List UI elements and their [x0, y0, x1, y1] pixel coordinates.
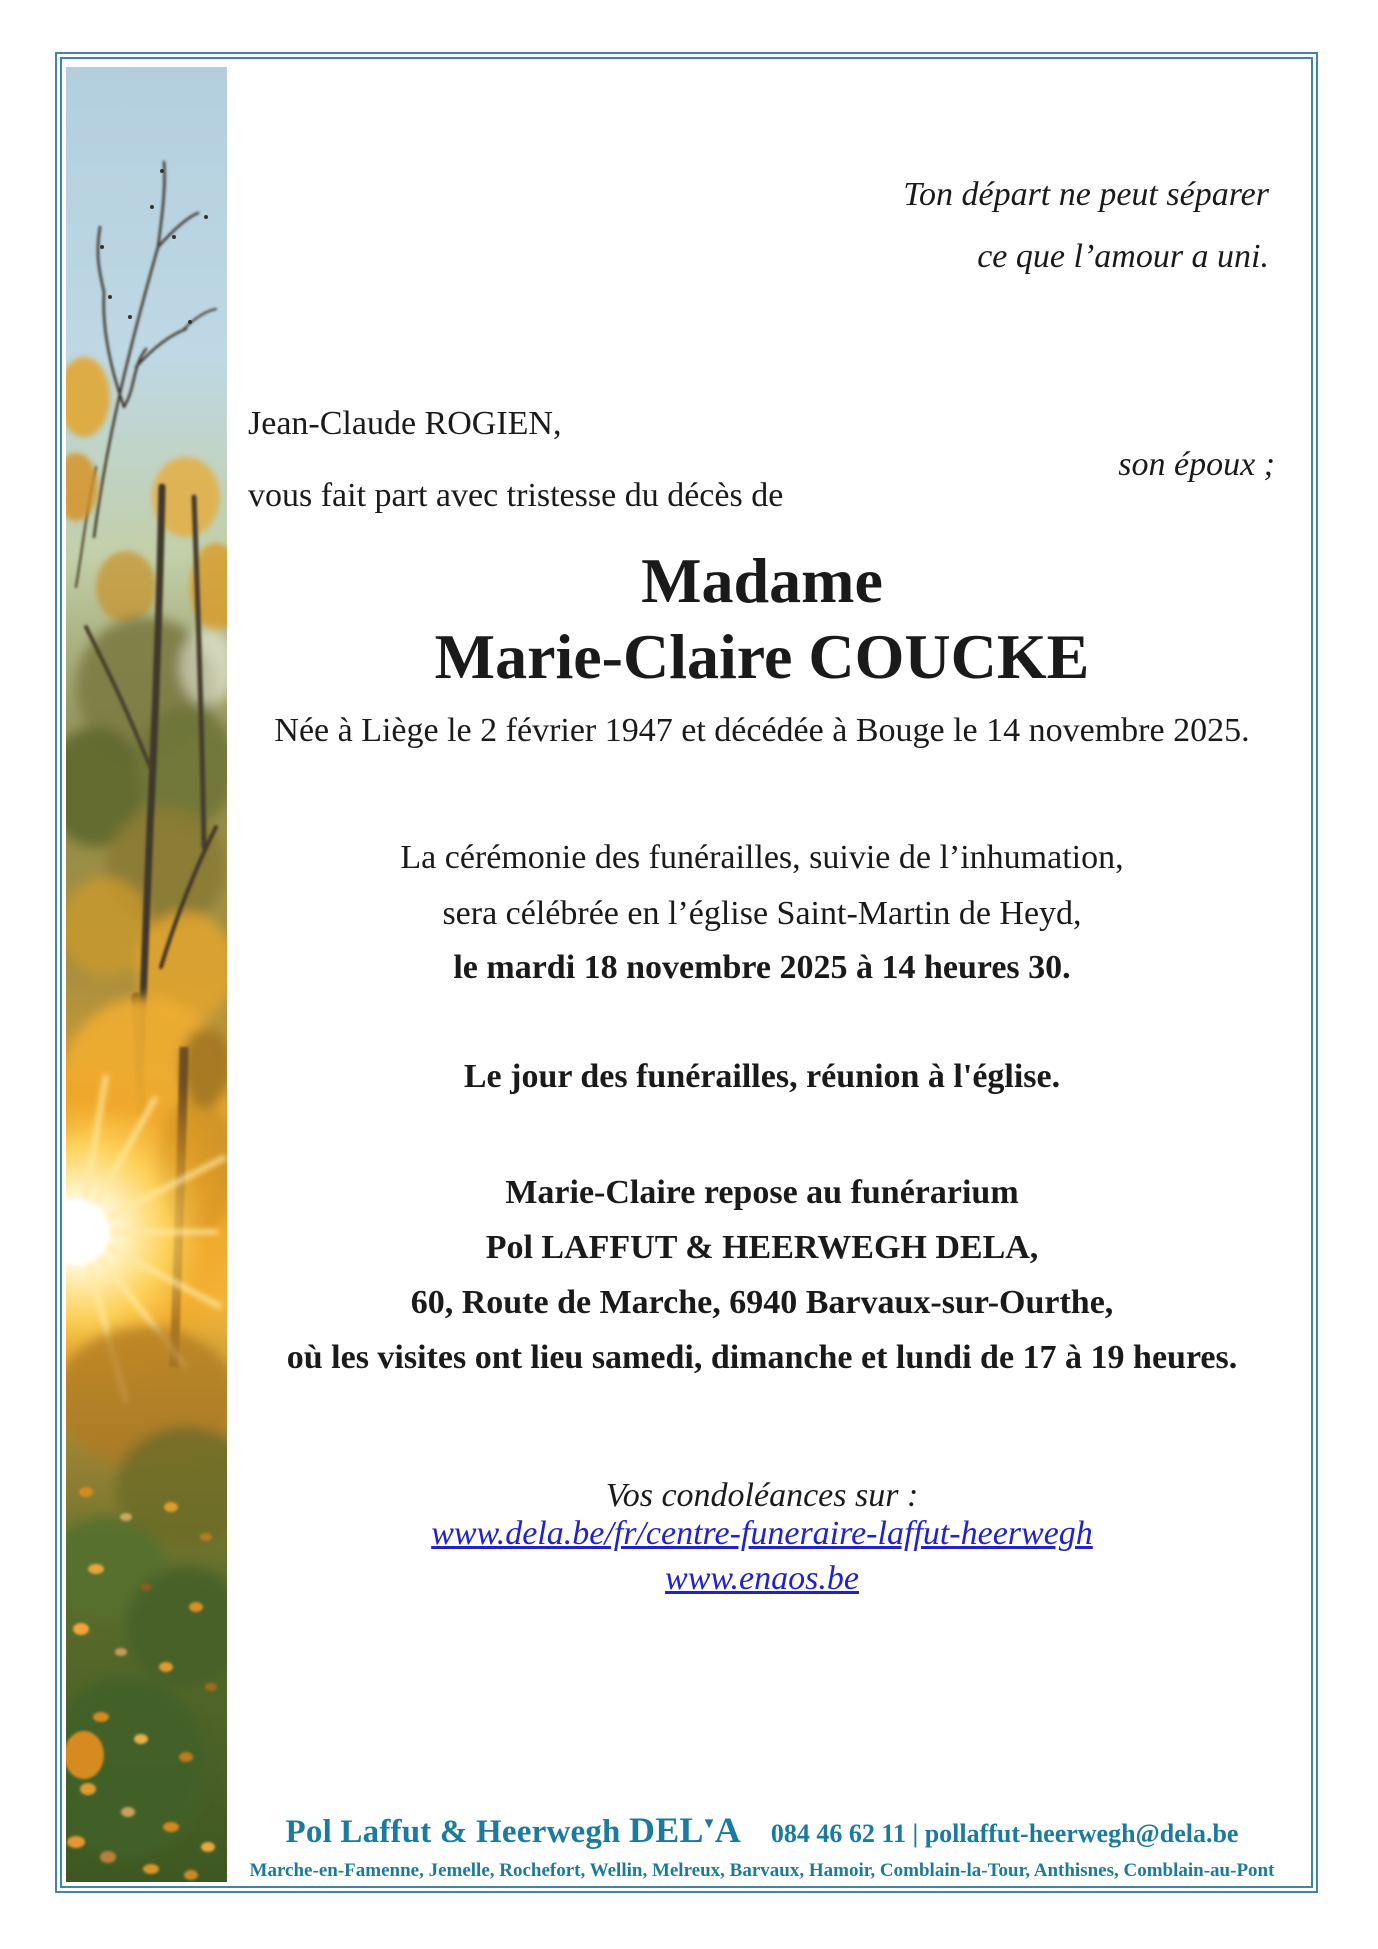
epigraph-line-2: ce que l’amour a uni. — [977, 238, 1269, 275]
ceremony-date: le mardi 18 novembre 2025 à 14 heures 30. — [453, 949, 1071, 986]
footer-contact: 084 46 62 11 | pollaffut-heerwegh@dela.be — [770, 1819, 1239, 1848]
announcement-text: vous fait part avec tristesse du décès de — [248, 477, 784, 514]
dela-flag-icon: ▼ — [701, 1816, 717, 1832]
condolences-link-1-row — [248, 1515, 1276, 1553]
inner-border-frame — [60, 57, 1313, 1888]
dela-logo-text-1: DEL — [629, 1810, 704, 1850]
dela-logo-text-2: A — [714, 1810, 741, 1850]
deceased-title-block — [248, 543, 1276, 695]
ceremony-line-1: La cérémonie des funérailles, suivie de l’inhumation, — [400, 839, 1124, 876]
autumn-photo — [66, 67, 227, 1882]
ceremony-line-2: sera célébrée en l’église Saint-Martin de Heyd, — [442, 895, 1082, 932]
epigraph-line-1: Ton départ ne peut séparer — [903, 176, 1269, 213]
announcer-name: Jean-Claude ROGIEN, — [248, 405, 562, 442]
deceased-life-dates: Née à Liège le 2 février 1947 et décédée à Bouge le 14 novembre 2025. — [274, 712, 1250, 749]
condolences-link-dela[interactable]: www.dela.be/fr/centre-funeraire-laffut-heerwegh — [431, 1515, 1093, 1552]
funerarium-line-1: Marie-Claire repose au funérarium — [505, 1174, 1019, 1211]
deceased-name: Marie-Claire COUCKE — [434, 621, 1090, 692]
condolences-label: Vos condoléances sur : — [605, 1477, 919, 1514]
condolences-link-2-row — [248, 1560, 1276, 1598]
footer-locations: Marche-en-Famenne, Jemelle, Rochefort, Wellin, Melreux, Barvaux, Hamoir, Comblain-la-Tour, Anthisnes, Comblain-au-Pont — [249, 1860, 1275, 1881]
footer-brand-line — [248, 1809, 1276, 1851]
footer — [248, 1809, 1276, 1882]
funerarium-visits: où les visites ont lieu samedi, dimanche et lundi de 17 à 19 heures. — [286, 1339, 1238, 1376]
epigraph — [655, 164, 1275, 288]
funerarium-name: Pol LAFFUT & HEERWEGH DELA, — [485, 1229, 1039, 1266]
funeral-home-logo — [286, 1809, 741, 1851]
announcer-relation: son époux ; — [1118, 446, 1275, 483]
outer-border-frame — [55, 52, 1318, 1893]
deceased-honorific: Madame — [641, 545, 883, 616]
autumn-photo-illustration — [66, 67, 227, 1882]
funerarium-address: 60, Route de Marche, 6940 Barvaux-sur-Ourthe, — [410, 1284, 1114, 1321]
brand-name: Pol Laffut & Heerwegh — [285, 1814, 621, 1850]
meeting-info: Le jour des funérailles, réunion à l'église. — [463, 1058, 1061, 1095]
condolences-link-enaos[interactable]: www.enaos.be — [665, 1560, 859, 1597]
